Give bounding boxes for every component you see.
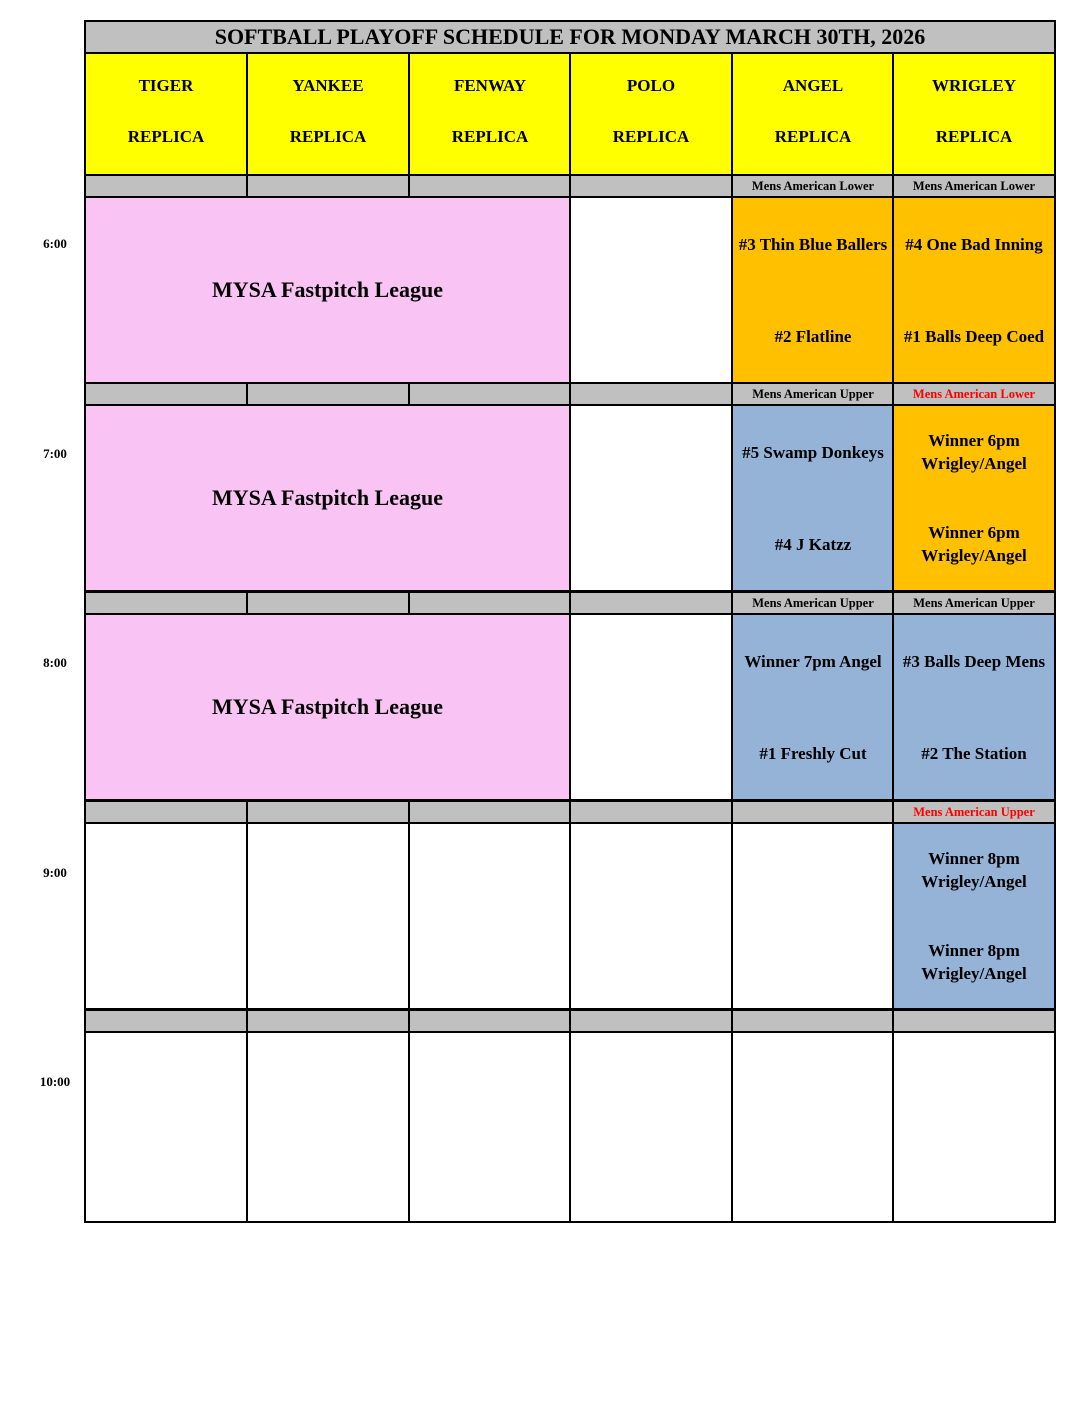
division-label-wrigley-7pm: Mens American Lower xyxy=(892,382,1056,406)
field-header-tiger xyxy=(84,52,248,176)
divider-bar xyxy=(569,1009,733,1033)
divider-bar xyxy=(731,800,895,824)
field-sub: REPLICA xyxy=(289,127,367,146)
time-label-8pm: 8:00 xyxy=(43,655,67,670)
division-label-wrigley-9pm: Mens American Upper xyxy=(892,800,1056,824)
divider-bar xyxy=(84,1009,248,1033)
game-wrigley-7pm xyxy=(892,404,1056,592)
divider-bar xyxy=(569,382,733,406)
field-header-fenway xyxy=(408,52,572,176)
mysa-block-6pm: MYSA Fastpitch League xyxy=(84,196,571,384)
divider-bar xyxy=(246,800,410,824)
divider-bar xyxy=(569,800,733,824)
empty-slot-fenway-10pm xyxy=(408,1031,572,1223)
field-name: TIGER xyxy=(138,76,194,95)
empty-slot-tiger-9pm xyxy=(84,822,248,1010)
team-away: #1 Freshly Cut xyxy=(759,743,867,763)
divider-bar xyxy=(408,174,572,198)
empty-slot-polo-10pm xyxy=(569,1031,733,1223)
divider-bar xyxy=(569,591,733,615)
team-home: #3 Thin Blue Ballers xyxy=(738,234,888,254)
divider-bar xyxy=(246,174,410,198)
team-away: #1 Balls Deep Coed xyxy=(903,326,1045,346)
team-home: #5 Swamp Donkeys xyxy=(742,442,884,462)
time-label-7pm: 7:00 xyxy=(43,446,67,461)
division-label-wrigley-6pm: Mens American Lower xyxy=(892,174,1056,198)
divider-bar xyxy=(731,1009,895,1033)
game-wrigley-6pm xyxy=(892,196,1056,384)
field-sub: REPLICA xyxy=(935,127,1013,146)
empty-slot-angel-9pm xyxy=(731,822,895,1010)
field-name: FENWAY xyxy=(453,76,527,95)
field-name: ANGEL xyxy=(782,76,844,95)
divider-bar xyxy=(246,1009,410,1033)
divider-bar xyxy=(569,174,733,198)
empty-slot-polo-6pm xyxy=(569,196,733,384)
empty-slot-fenway-9pm xyxy=(408,822,572,1010)
empty-slot-tiger-10pm xyxy=(84,1031,248,1223)
team-away: #2 The Station xyxy=(921,743,1027,763)
empty-slot-yankee-9pm xyxy=(246,822,410,1010)
team-home: Winner 8pm Wrigley/Angel xyxy=(921,849,1027,891)
team-home: Winner 6pm Wrigley/Angel xyxy=(921,431,1027,473)
empty-slot-wrigley-10pm xyxy=(892,1031,1056,1223)
mysa-block-8pm: MYSA Fastpitch League xyxy=(84,613,571,801)
division-label-angel-7pm: Mens American Upper xyxy=(731,382,895,406)
time-label-6pm: 6:00 xyxy=(43,236,67,251)
field-name: POLO xyxy=(626,76,676,95)
divider-bar xyxy=(84,174,248,198)
divider-bar xyxy=(246,382,410,406)
team-away: #4 J Katzz xyxy=(774,534,852,554)
time-label-9pm: 9:00 xyxy=(43,865,67,880)
game-angel-6pm xyxy=(731,196,895,384)
field-sub: REPLICA xyxy=(451,127,529,146)
team-away: #2 Flatline xyxy=(774,326,852,346)
game-wrigley-9pm xyxy=(892,822,1056,1010)
field-name: YANKEE xyxy=(292,76,364,95)
divider-bar xyxy=(246,591,410,615)
team-home: #3 Balls Deep Mens xyxy=(902,651,1046,671)
field-header-angel xyxy=(731,52,895,176)
team-away: Winner 8pm Wrigley/Angel xyxy=(921,941,1027,983)
division-label-angel-8pm: Mens American Upper xyxy=(731,591,895,615)
field-name: WRIGLEY xyxy=(931,76,1017,95)
mysa-block-7pm: MYSA Fastpitch League xyxy=(84,404,571,592)
divider-bar xyxy=(408,382,572,406)
empty-slot-polo-8pm xyxy=(569,613,733,801)
divider-bar xyxy=(892,1009,1056,1033)
divider-bar xyxy=(84,800,248,824)
game-wrigley-8pm xyxy=(892,613,1056,801)
field-header-wrigley xyxy=(892,52,1056,176)
divider-bar xyxy=(408,1009,572,1033)
field-sub: REPLICA xyxy=(774,127,852,146)
team-home: #4 One Bad Inning xyxy=(905,234,1043,254)
team-away: Winner 6pm Wrigley/Angel xyxy=(921,523,1027,565)
time-label-10pm: 10:00 xyxy=(39,1074,71,1089)
field-header-yankee xyxy=(246,52,410,176)
divider-bar xyxy=(84,382,248,406)
field-sub: REPLICA xyxy=(612,127,690,146)
empty-slot-yankee-10pm xyxy=(246,1031,410,1223)
team-home: Winner 7pm Angel xyxy=(744,651,882,671)
field-sub: REPLICA xyxy=(127,127,205,146)
division-label-wrigley-8pm: Mens American Upper xyxy=(892,591,1056,615)
empty-slot-polo-7pm xyxy=(569,404,733,592)
field-header-polo xyxy=(569,52,733,176)
schedule-table xyxy=(84,20,1056,1223)
division-label-angel-6pm: Mens American Lower xyxy=(731,174,895,198)
game-angel-7pm xyxy=(731,404,895,592)
empty-slot-angel-10pm xyxy=(731,1031,895,1223)
divider-bar xyxy=(84,591,248,615)
game-angel-8pm xyxy=(731,613,895,801)
divider-bar xyxy=(408,800,572,824)
schedule-title: SOFTBALL PLAYOFF SCHEDULE FOR MONDAY MARCH 30TH, 2026 xyxy=(84,20,1056,54)
divider-bar xyxy=(408,591,572,615)
empty-slot-polo-9pm xyxy=(569,822,733,1010)
